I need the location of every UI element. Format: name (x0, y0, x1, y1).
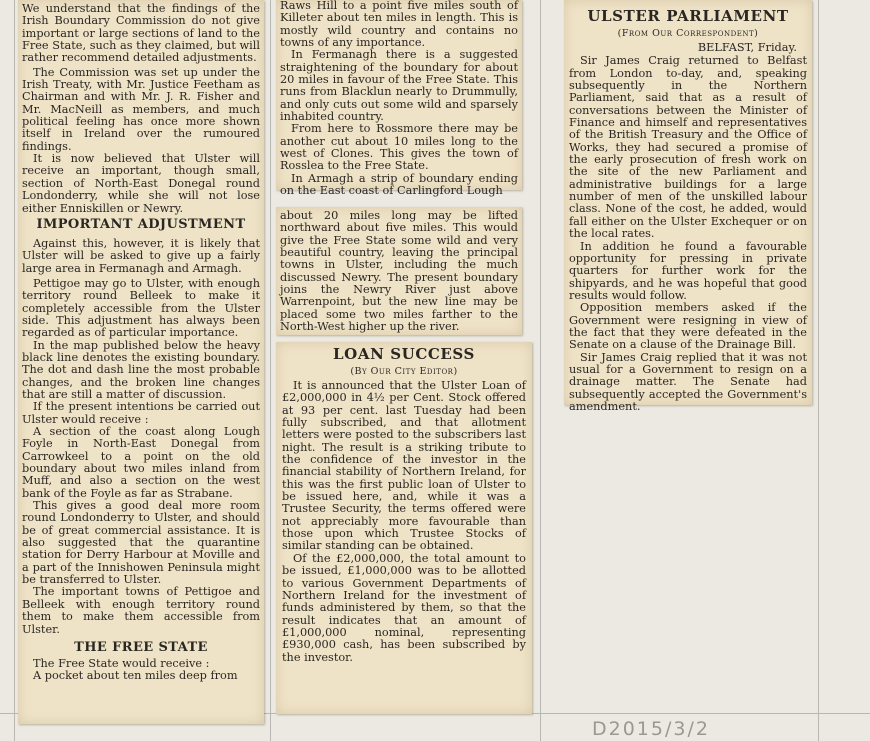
article-paragraph: Opposition members asked if the Government were resigning in view of the fact that they were defeated in the Senate on a clause of the Drainage Bill. (569, 301, 807, 352)
clipping-boundary-findings (18, 0, 264, 724)
byline: (From Our Correspondent) (617, 28, 759, 39)
article-paragraph: Sir James Craig returned to Belfast from London to-day, and, speaking subsequently in the Northern Parliament, said that as a result of conversations between the Minister of Finance and himself and representatives of the British Treasury and the Office of Works, they had secured a promise of the early prosecution of fresh work on the site of the new Parliament and administrative buildings for a large number of men of the unskilled labour class. None of the cost, he added, would fall either on the Ulster Exchequer or on the local rates. (569, 54, 807, 241)
article-paragraph: In addition he found a favourable opportunity for pressing in private quarters for further work for the shipyards, and he was hopeful that good results would follow. (569, 239, 807, 302)
section-heading: THE FREE STATE (74, 639, 208, 655)
byline: (By Our City Editor) (350, 366, 458, 377)
article-paragraph: In the map published below the heavy black line denotes the existing boundary. The dot and dash line the most probable changes, and the broken line changes that are still a matter of discussion. (22, 338, 260, 401)
headline: LOAN SUCCESS (333, 345, 475, 363)
archive-reference: D2015/3/2 (592, 718, 710, 740)
clipping-loan-success (276, 342, 532, 714)
article-paragraph: This gives a good deal more room round Londonderry to Ulster, and should be of great commercial assistance. It is also suggested that the quarantine station for Derry Harbour at Moville and a part of the Innishowen Peninsula might be transferred to Ulster. (22, 499, 260, 587)
clipping-boundary-continued (276, 0, 522, 198)
page-grid-line (818, 0, 819, 741)
clipping-armagh-continuation (276, 207, 522, 335)
article-paragraph: If the present intentions be carried out Ulster would receive : (22, 400, 260, 426)
article-paragraph: about 20 miles long may be lifted northward about five miles. This would give the Free State some wild and very beautiful country, leaving the principal towns in Ulster, including the much discussed Newry. The present boundary joins the Newry River just above Warrenpoint, but the new line may be placed some two miles farther to the North-West higher up the river. (280, 209, 518, 334)
article-paragraph: From here to Rossmore there may be another cut about 10 miles long to the west of Clones. This gives the town of Rosslea to the Free State. (280, 122, 518, 173)
article-paragraph: Against this, however, it is likely that Ulster will be asked to give up a fairly large area in Fermanagh and Armagh. (22, 236, 260, 275)
article-paragraph: Raws Hill to a point five miles south of Killeter about ten miles in length. This is mostly wild country and contains no towns of any importance. (280, 0, 518, 50)
page-grid-line (14, 0, 15, 741)
article-paragraph: A pocket about ten miles deep from (33, 669, 238, 683)
article-paragraph: We understand that the findings of the Irish Boundary Commission do not give important or large sections of land to the Free State, such as they claimed, but will rather recommend detailed adjustments. (22, 2, 260, 65)
page-grid-line (270, 0, 271, 741)
article-paragraph: The important towns of Pettigoe and Belleek with enough territory round them to make them accessible from Ulster. (22, 585, 260, 636)
article-paragraph: Pettigoe may go to Ulster, with enough territory round Belleek to make it completely accessible from the Ulster side. This adjustment has always been regarded as of particular importance. (22, 276, 260, 340)
article-paragraph: A section of the coast along Lough Foyle in North-East Donegal from Carrowkeel to a point on the old boundary about two miles inland from Muff, and also a section on the west bank of the Foyle as far as Strabane. (22, 425, 260, 500)
article-paragraph: It is now believed that Ulster will receive an important, though small, section of North-East Donegal round Londonderry, while she will not lose either Enniskillen or Newry. (22, 152, 260, 215)
section-heading: IMPORTANT ADJUSTMENT (36, 216, 246, 232)
article-paragraph: In Armagh a strip of boundary ending on the East coast of Carlingford Lough (280, 171, 518, 198)
article-paragraph: The Commission was set up under the Irish Treaty, with Mr. Justice Feetham as Chairman and with Mr. J. R. Fisher and Mr. MacNeill as members, and much political feeling has once more shown itself in Ireland over the rumoured findings. (22, 65, 260, 153)
clipping-ulster-parliament (564, 0, 812, 413)
headline: ULSTER PARLIAMENT (587, 7, 789, 25)
article-paragraph: Sir James Craig replied that it was not usual for a Government to resign on a drainage matter. The Senate had subsequently accepted the Government's amendment. (569, 350, 807, 413)
article-paragraph: It is announced that the Ulster Loan of £2,000,000 in 4½ per Cent. Stock offered at 93 per cent. last Tuesday had been fully subscribed, and that allotment letters were posted to the subscribers last night. The result is a striking tribute to the confidence of the investor in the financial stability of Northern Ireland, for this was the first public loan of Ulster to be issued here, and, while it was a Trustee Security, the terms offered were not appreciably more favourable than those upon which Trustee Stocks of similar standing can be obtained. (282, 379, 526, 553)
dateline: BELFAST, Friday. (697, 41, 797, 54)
article-paragraph: In Fermanagh there is a suggested straightening of the boundary for about 20 miles in favour of the Free State. This runs from Blacklun nearly to Drummully, and only cuts out some wild and sparsely inhabited country. (280, 48, 518, 124)
article-paragraph: Of the £2,000,000, the total amount to be issued, £1,000,000 was to be allotted to various Government Departments of Northern Ireland for the investment of funds administered by them, so that the result indicates that an amount of £1,000,000 nominal, representing £930,000 cash, has been subscribed by the investor. (282, 551, 526, 664)
page-grid-line (540, 0, 541, 741)
article-paragraph: The Free State would receive : (33, 656, 210, 670)
